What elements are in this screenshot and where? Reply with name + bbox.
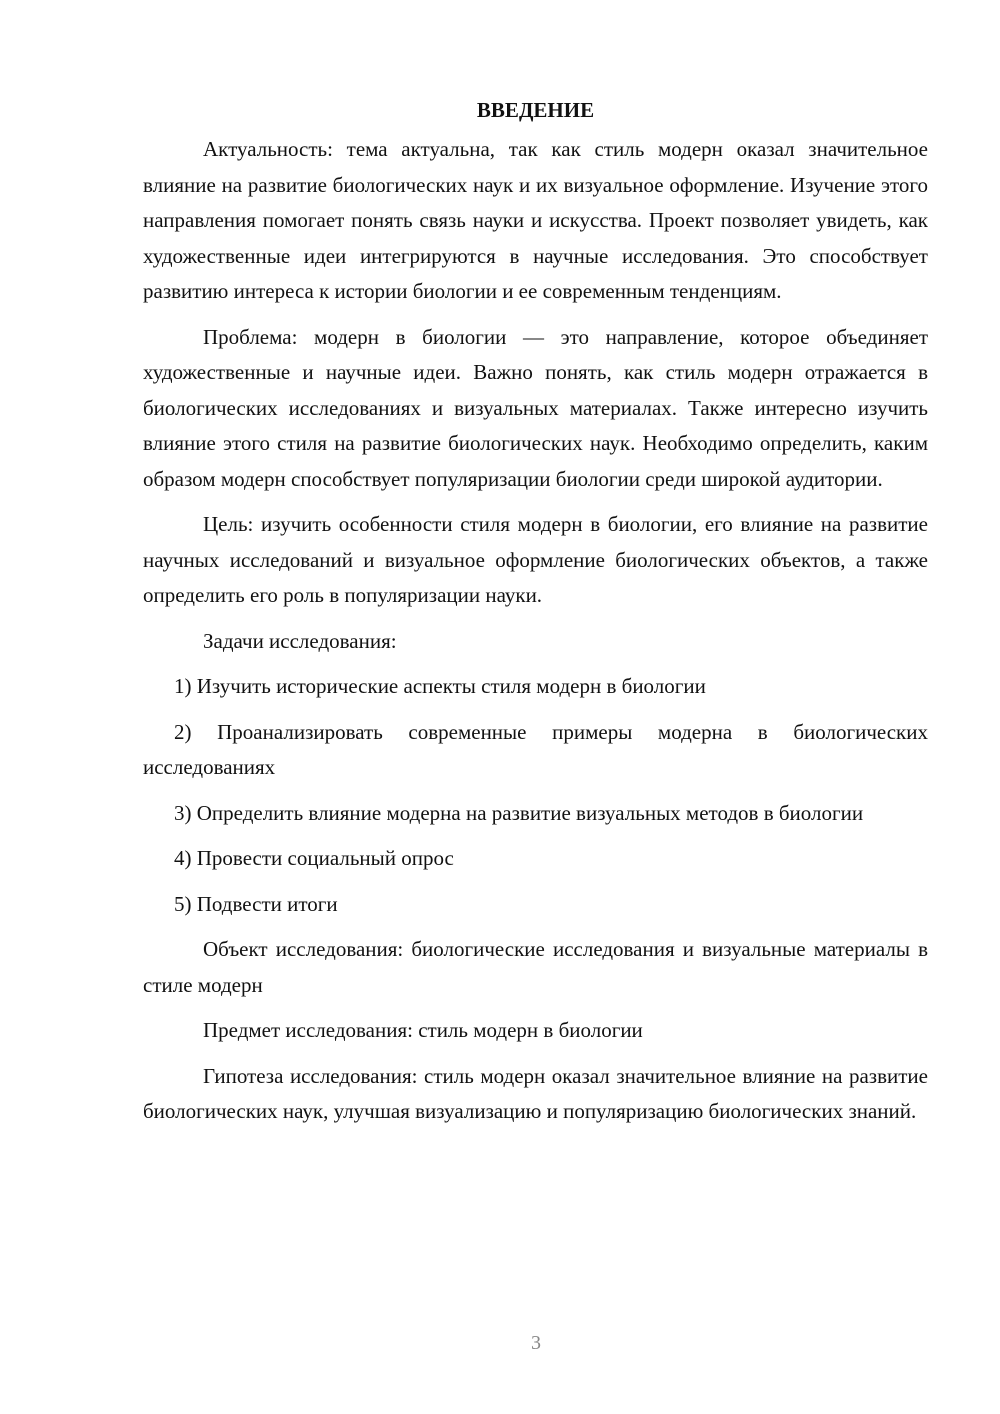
page-number: 3 [531,1332,541,1354]
paragraph-hypothesis: Гипотеза исследования: стиль модерн оказал значительное влияние на развитие биологических наук, улучшая визуализацию и популяризацию биологических знаний. [143,1063,928,1123]
task-item-4: 4) Провести социальный опрос [174,846,454,870]
task-item-2: 2) Проанализировать современные примеры модерна в биологических исследованиях [143,719,928,779]
paragraph-goal: Цель: изучить особенности стиля модерн в биологии, его влияние на развитие научных исследований и визуальное оформление биологических объектов, а также определить его роль в популяризации науки. [143,512,928,607]
paragraph-relevance: Актуальность: тема актуальна, так как стиль модерн оказал значительное влияние на развитие биологических наук и их визуальное оформление. Изучение этого направления помогает понять связь науки и искусства. Проект позволяет увидеть, как художественные идеи интегрируются в научные исследования. Это способствует развитию интереса к истории биологии и ее современным тенденциям. [143,137,928,303]
paragraph-subject: Предмет исследования: стиль модерн в биологии [203,1018,643,1042]
paragraph-object: Объект исследования: биологические исследования и визуальные материалы в стиле модерн [143,937,928,997]
task-item-3: 3) Определить влияние модерна на развитие визуальных методов в биологии [174,800,864,825]
paragraph-problem: Проблема: модерн в биологии — это направление, которое объединяет художественные и научные идеи. Важно понять, как стиль модерн отражается в биологических исследованиях и визуальных материалах. Также интересно изучить влияние этого стиля на развитие биологических наук. Необходимо определить, каким образом модерн способствует популяризации биологии среди широкой аудитории. [143,324,928,491]
page-content [143,92,928,1140]
section-title: ВВЕДЕНИЕ [476,98,595,122]
task-item-5: 5) Подвести итоги [174,891,338,916]
tasks-heading: Задачи исследования: [203,628,397,653]
task-item-1: 1) Изучить исторические аспекты стиля модерн в биологии [174,674,706,698]
